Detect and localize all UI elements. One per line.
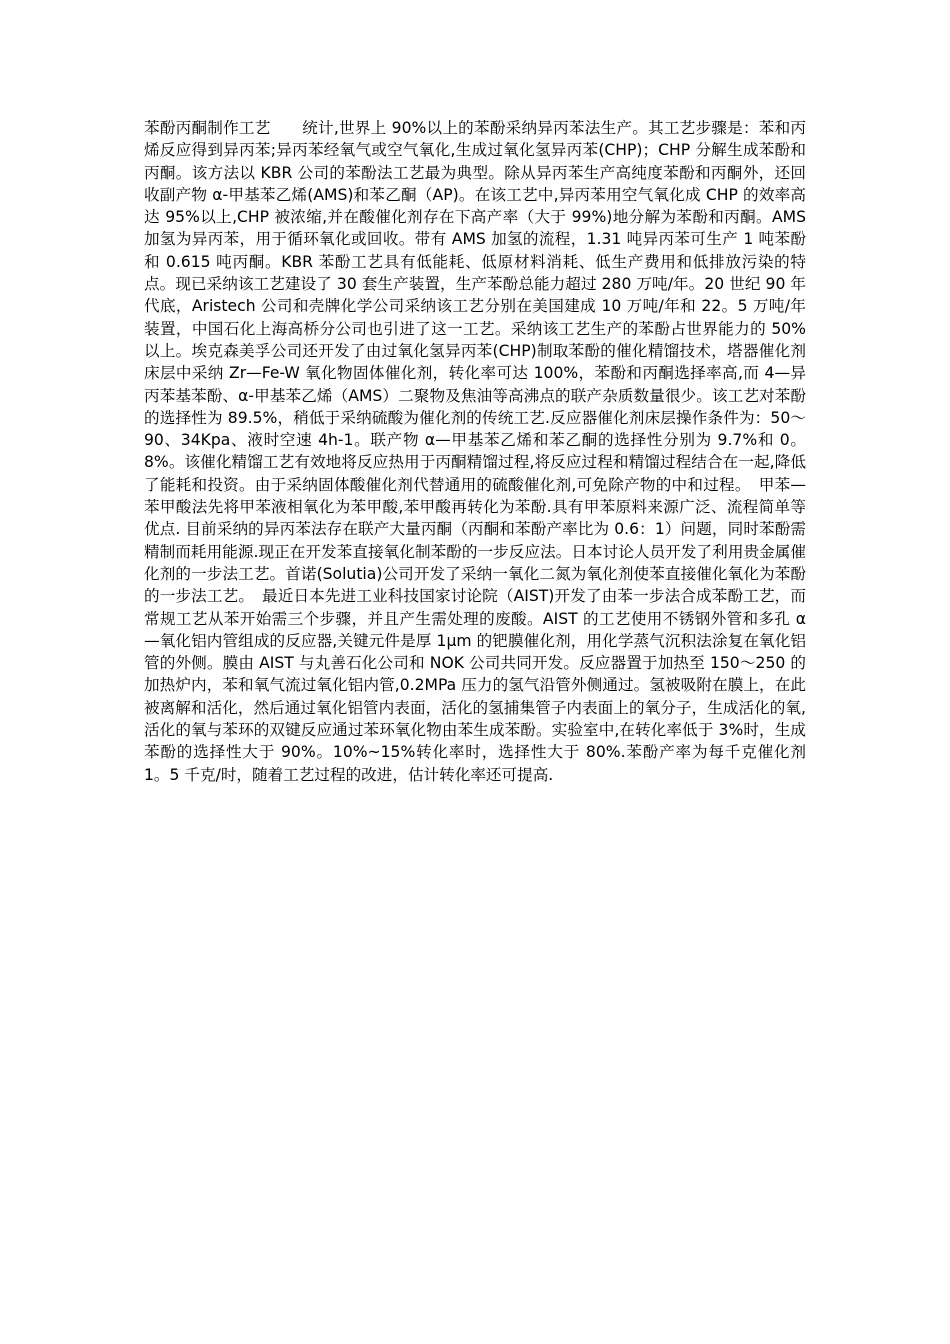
body-paragraph: 苯酚丙酮制作工艺 统计,世界上 90%以上的苯酚采纳异丙苯法生产。其工艺步骤是：苯和丙烯反应得到异丙苯;异丙苯经氧气或空气氧化,生成过氧化氢异丙苯(CHP)；CHP 分解生成苯酚和丙酮。该方法以 KBR 公司的苯酚法工艺最为典型。除从异丙苯生产高纯度苯酚和丙酮外，还回收副产物 α-甲基苯乙烯(AMS)和苯乙酮（AP)。在该工艺中,异丙苯用空气氧化成 CHP 的效率高达 95%以上,CHP 被浓缩,并在酸催化剂存在下高产率（大于 99%)地分解为苯酚和丙酮。AMS 加氢为异丙苯，用于循环氧化或回收。带有 AMS 加氢的流程，1.31 吨异丙苯可生产 1 吨苯酚和 0.615 吨丙酮。KBR 苯酚工艺具有低能耗、低原材料消耗、低生产费用和低排放污染的特点。现已采纳该工艺建设了 30 套生产装置，生产苯酚总能力超过 280 万吨/年。20 世纪 90 年代底，Aristech 公司和壳牌化学公司采纳该工艺分别在美国建成 10 万吨/年和 22。5 万吨/年装置，中国石化上海高桥分公司也引进了这一工艺。采纳该工艺生产的苯酚占世界能力的 50%以上。埃克森美孚公司还开发了由过氧化氢异丙苯(CHP)制取苯酚的催化精馏技术，塔器催化剂床层中采纳 Zr—Fe-W 氧化物固体催化剂，转化率可达 100%，苯酚和丙酮选择率高,而 4—异丙苯基苯酚、α-甲基苯乙烯（AMS）二聚物及焦油等高沸点的联产杂质数量很少。该工艺对苯酚的选择性为 89.5%，稍低于采纳硫酸为催化剂的传统工艺.反应器催化剂床层操作条件为：50～90、34Kpa、液时空速 4h-1。联产物 α—甲基苯乙烯和苯乙酮的选择性分别为 9.7%和 0。8%。该催化精馏工艺有效地将反应热用于丙酮精馏过程,将反应过程和精馏过程结合在一起,降低了能耗和投资。由于采纳固体酸催化剂代替通用的硫酸催化剂,可免除产物的中和过程。 甲苯—苯甲酸法先将甲苯液相氧化为苯甲酸,苯甲酸再转化为苯酚.具有甲苯原料来源广泛、流程简单等优点. 目前采纳的异丙苯法存在联产大量丙酮（丙酮和苯酚产率比为 0.6：1）问题，同时苯酚需精制而耗用能源.现正在开发苯直接氧化制苯酚的一步反应法。日本讨论人员开发了利用贵金属催化剂的一步法工艺。首诺(Solutia)公司开发了采纳一氧化二氮为氧化剂使苯直接催化氧化为苯酚的一步法工艺。 最近日本先进工业科技国家讨论院（AIST)开发了由苯一步法合成苯酚工艺，而常规工艺从苯开始需三个步骤，并且产生需处理的废酸。AIST 的工艺使用不锈钢外管和多孔 α—氧化铝内管组成的反应器,关键元件是厚 1μm 的钯膜催化剂，用化学蒸气沉积法涂复在氧化铝管的外侧。膜由 AIST 与丸善石化公司和 NOK 公司共同开发。反应器置于加热至 150～250 的加热炉内，苯和氧气流过氧化铝内管,0.2MPa 压力的氢气沿管外侧通过。氢被吸附在膜上，在此被离解和活化，然后通过氧化铝管内表面，活化的氢捕集管子内表面上的氧分子，生成活化的氧,活化的氧与苯环的双键反应通过苯环氧化物由苯生成苯酚。实验室中,在转化率低于 3%时，生成苯酚的选择性大于 90%。10%~15%转化率时，选择性大于 80%.苯酚产率为每千克催化剂 1。5 千克/时，随着工艺过程的改进，估计转化率还可提高. [144, 119, 806, 784]
